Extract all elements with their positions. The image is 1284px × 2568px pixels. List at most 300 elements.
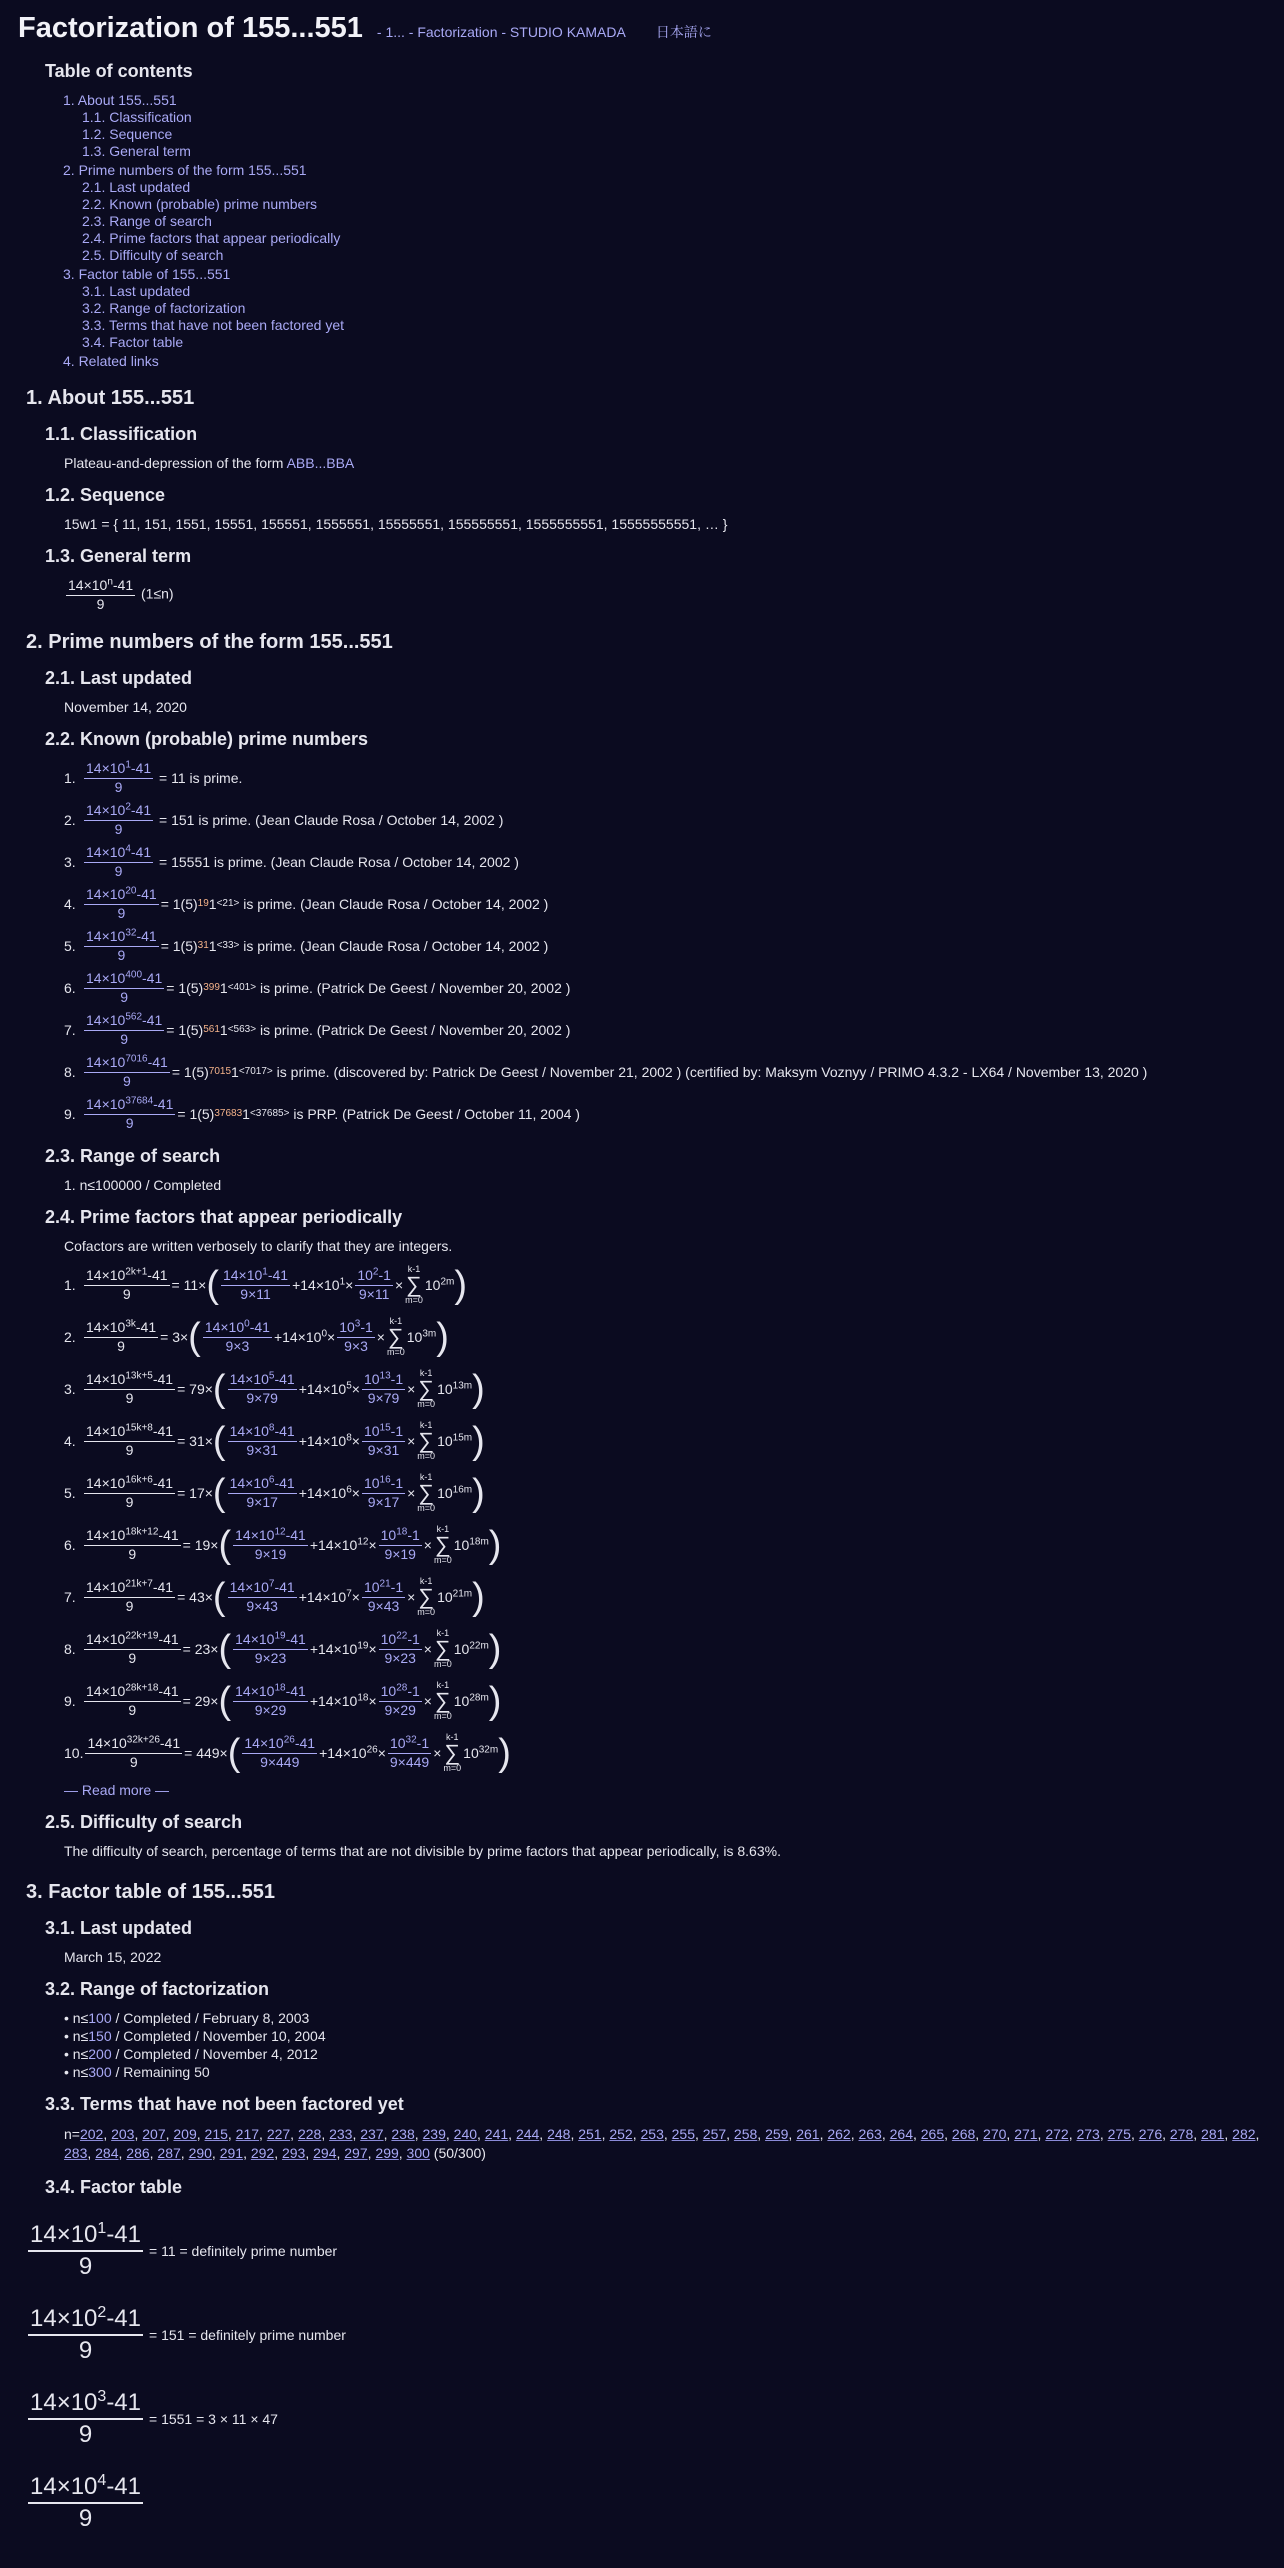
times-sign: × — [423, 1537, 432, 1553]
range-status: / Completed / February 8, 2003 — [111, 2010, 310, 2026]
unfactored-term-link[interactable]: 263 — [858, 2126, 882, 2142]
prime-item: 7. $\frac{14\times 10^{562}-41}{9}$ = 1(5) 561 1 <563> is prime. (Patrick De Geest / November 20, 2002 ) — [64, 1011, 571, 1047]
item-number: 9. — [64, 1106, 76, 1122]
cofactor-fraction-link[interactable] — [221, 1267, 290, 1303]
toc-item — [63, 353, 1266, 369]
range-prefix: • n≤ — [64, 2064, 89, 2080]
power-term: $10^{28m}$ — [453, 1692, 489, 1709]
toc-link[interactable]: 1. About 155...551 — [63, 92, 177, 108]
prime-form: = 1(5) — [166, 980, 204, 996]
toc-link[interactable]: 2. Prime numbers of the form 155...551 — [63, 162, 307, 178]
unfactored-term-link[interactable]: 271 — [1014, 2126, 1038, 2142]
denominator: 9 — [125, 1389, 134, 1406]
unfactored-term-link[interactable]: 239 — [422, 2126, 446, 2142]
unfactored-term-link[interactable]: 261 — [796, 2126, 820, 2142]
cofactor-fraction-link[interactable] — [228, 1475, 297, 1511]
toc-sublink[interactable]: 2.3. Range of search — [82, 213, 212, 229]
unfactored-term-link[interactable]: 262 — [827, 2126, 851, 2142]
unfactored-term-link[interactable]: 227 — [266, 2126, 291, 2142]
exponent: 22k+19 — [125, 1630, 159, 1642]
unfactored-term-link[interactable]: 297 — [344, 2144, 368, 2161]
range-status: / Completed / November 4, 2012 — [111, 2046, 318, 2062]
factorization-result: = 151 = definitely prime number — [149, 2326, 346, 2343]
toc-sublink[interactable]: 3.4. Factor table — [82, 334, 184, 350]
unfactored-term-link[interactable]: 284 — [95, 2144, 119, 2161]
unfactored-term-link[interactable]: 252 — [609, 2126, 633, 2142]
equals-factor: = 17× — [177, 1485, 213, 1501]
factorization-result: = 1551 = 3 × 11 × 47 — [149, 2410, 278, 2427]
factor-table — [18, 2220, 1266, 2534]
cofactor-fraction-link[interactable] — [228, 1423, 297, 1459]
toc-sublink[interactable]: 1.2. Sequence — [82, 126, 173, 142]
sigma-icon — [417, 1473, 435, 1513]
numerator: $14\times 10^1-41$ — [28, 2220, 143, 2252]
equals-factor: = 31× — [177, 1433, 213, 1449]
unfactored-term-link[interactable]: 290 — [188, 2144, 212, 2161]
numerator: $14\times 10^{22k+19}-41$ — [84, 1631, 181, 1650]
item-number: 3. — [64, 854, 76, 870]
unfactored-term-link[interactable]: 238 — [391, 2126, 415, 2142]
prime-description: is prime. (Patrick De Geest / November 20, 2002 ) — [256, 1022, 571, 1038]
toc-sublink[interactable]: 1.3. General term — [82, 143, 191, 159]
toc-subitem — [82, 126, 1266, 142]
exponent: 12 — [274, 1526, 286, 1538]
numerator: $10^{18}-1$ — [379, 1527, 422, 1546]
sigma-upper: k-1 — [446, 1732, 459, 1742]
cofactor-middle: $+14\times 10^7\times$ — [298, 1588, 360, 1605]
sigma-lower: m=0 — [417, 1399, 436, 1409]
denominator: 9×11 — [240, 1285, 271, 1302]
equals-factor: = 23× — [182, 1641, 219, 1657]
term-fraction — [84, 1579, 175, 1615]
toc-link[interactable]: 4. Related links — [63, 353, 159, 369]
unfactored-term-link[interactable]: 207 — [142, 2126, 166, 2142]
language-link[interactable]: 日本語に — [655, 24, 712, 40]
exponent: 32k+26 — [126, 1734, 160, 1746]
unfactored-term-link[interactable]: 257 — [702, 2126, 727, 2142]
numerator: $14\times 10^{21k+7}-41$ — [84, 1579, 175, 1598]
sigma-icon — [417, 1577, 435, 1617]
item-number: 1. — [64, 1277, 76, 1293]
term-fraction — [84, 1683, 181, 1719]
unfactored-term-link[interactable]: 300 — [406, 2144, 430, 2161]
prime-description: is prime. (discovered by: Patrick De Geest / November 21, 2002 ) (certified by: Maksym Voznyy / PRIMO 4.3.2 - LX64 / November 13, 2020 ) — [272, 1064, 1148, 1080]
sigma-lower: m=0 — [433, 1659, 452, 1669]
toc-item — [63, 92, 1266, 159]
factor-row — [26, 2220, 1266, 2282]
unfactored-term-link[interactable]: 240 — [453, 2126, 478, 2142]
toc-link[interactable]: 3. Factor table of 155...551 — [63, 266, 231, 282]
item-number: 3. — [64, 1381, 76, 1397]
unfactored-term-link[interactable]: 292 — [250, 2144, 275, 2161]
range-link[interactable]: 200 — [88, 2046, 112, 2062]
periodic-item — [64, 1262, 1266, 1308]
numerator: $14\times 10^2-41$ — [84, 802, 153, 821]
item-number: 9. — [64, 1693, 76, 1709]
prime-item — [64, 760, 1266, 796]
numerator: $14\times 10^{37684}-41$ — [84, 1096, 175, 1115]
unfactored-term-link[interactable]: 294 — [313, 2144, 337, 2161]
item-number: 4. — [64, 896, 76, 912]
unfactored-term-link[interactable]: 268 — [951, 2126, 976, 2142]
range-link[interactable]: 150 — [88, 2028, 112, 2044]
factor-term-fraction — [28, 2388, 143, 2450]
classification-heading: 1.1. Classification — [45, 424, 198, 444]
periodic-factors-list — [64, 1262, 1266, 1776]
repunit-fraction-link[interactable] — [362, 1579, 405, 1615]
power-term: $10^{16m}$ — [437, 1484, 473, 1501]
prime-last-digit: 1 — [231, 1064, 239, 1080]
cofactor-fraction-link[interactable] — [228, 1371, 297, 1407]
cofactor-middle: $+14\times 10^0\times$ — [273, 1328, 336, 1345]
read-more-link[interactable]: — Read more — — [64, 1782, 170, 1798]
numerator: $14\times 10^{15k+8}-41$ — [84, 1423, 175, 1442]
prime-fraction-link[interactable] — [84, 802, 153, 838]
toc-sublink[interactable]: 1.1. Classification — [82, 109, 192, 125]
repunit-fraction-link[interactable] — [362, 1423, 405, 1459]
repunit-fraction-link[interactable] — [379, 1527, 422, 1563]
cofactor-fraction-link[interactable] — [203, 1319, 272, 1355]
left-paren: ( — [212, 1576, 226, 1618]
unfactored-term-link[interactable]: 275 — [1107, 2126, 1131, 2142]
denominator: 9×449 — [389, 1753, 430, 1770]
cofactor-fraction-link[interactable] — [242, 1735, 317, 1771]
periodic-item — [64, 1314, 1266, 1360]
prime-description: is prime. (Jean Claude Rosa / October 14, 2002 ) — [239, 938, 549, 954]
unfactored-term-link[interactable]: 282 — [1232, 2126, 1256, 2142]
exponent: 32 — [405, 1734, 417, 1746]
numerator: $14\times 10^0-41$ — [203, 1319, 272, 1338]
cofactor-fraction-link[interactable] — [233, 1527, 308, 1563]
prime-item: 9. $\frac{14\times 10^{37684}-41}{9}$ = 1(5) 37683 1 <37685> is PRP. (Patrick De Geest / October 11, 2004 ) — [64, 1095, 580, 1131]
denominator: 9 — [128, 1545, 137, 1562]
numerator: $10^{21}-1$ — [362, 1579, 405, 1598]
power-term: $10^{3m}$ — [406, 1328, 437, 1345]
denominator: 9 — [114, 778, 123, 795]
numerator: $14\times 10^{18k+12}-41$ — [84, 1527, 181, 1546]
unfactored-term-link[interactable]: 272 — [1045, 2126, 1069, 2142]
unfactored-term-link[interactable]: 299 — [375, 2144, 399, 2161]
repunit-fraction-link[interactable] — [388, 1735, 431, 1771]
range-item — [64, 2046, 1266, 2062]
item-number: 6. — [64, 1537, 76, 1553]
sigma-upper: k-1 — [407, 1264, 421, 1274]
periodic-item — [64, 1574, 1266, 1620]
times-sign: × — [407, 1433, 416, 1449]
exponent: 13k+5 — [125, 1370, 153, 1382]
sigma-icon — [417, 1369, 435, 1409]
repunit-fraction-link[interactable] — [362, 1371, 405, 1407]
exponent: 15m — [452, 1432, 473, 1444]
denominator: 9×29 — [384, 1701, 416, 1718]
denominator: 9 — [120, 1030, 129, 1047]
unfactored-term-link[interactable]: 209 — [173, 2126, 197, 2142]
item-number: 7. — [64, 1589, 76, 1605]
breadcrumb[interactable]: - 1... - Factorization - STUDIO KAMADA — [376, 24, 626, 40]
exponent: 28m — [469, 1692, 489, 1704]
exponent: 15 — [379, 1422, 391, 1434]
exponent: 7 — [346, 1588, 352, 1600]
periodic-item — [64, 1730, 1266, 1776]
unfactored-term-link[interactable]: 283 — [64, 2144, 88, 2161]
prime-fraction-link[interactable] — [84, 928, 159, 964]
prime-fraction-link[interactable] — [84, 886, 159, 922]
unfactored-term-link[interactable]: 217 — [235, 2126, 260, 2142]
denominator: 9 — [78, 2336, 93, 2364]
times-sign: × — [407, 1381, 416, 1397]
factor-row — [26, 2304, 1266, 2366]
exponent: 3 — [97, 2387, 107, 2405]
cofactor-middle: $+14\times 10^{19}\times$ — [309, 1640, 377, 1657]
exponent: 0 — [244, 1318, 250, 1330]
unfactored-term-link[interactable]: 202 — [79, 2126, 104, 2142]
prime-item — [64, 844, 1266, 880]
item-number: 5. — [64, 1485, 76, 1501]
left-paren: ( — [212, 1420, 226, 1462]
times-sign: × — [376, 1329, 385, 1345]
denominator: 9 — [125, 1597, 134, 1614]
sigma-symbol: ∑ — [406, 1272, 422, 1297]
sigma-icon — [417, 1421, 435, 1461]
left-paren: ( — [218, 1628, 232, 1670]
denominator: 9 — [128, 1649, 137, 1666]
unfactored-count: (50/300) — [429, 2144, 486, 2161]
section-2-heading: 2. Prime numbers of the form 155...551 — [26, 631, 393, 653]
toc-sublink[interactable]: 2.4. Prime factors that appear periodically — [82, 230, 341, 246]
unfactored-term-link[interactable]: 286 — [126, 2144, 150, 2161]
denominator: 9 — [117, 1337, 125, 1354]
unfactored-term-link[interactable]: 281 — [1201, 2126, 1225, 2142]
repunit-fraction-link[interactable] — [355, 1267, 393, 1303]
unfactored-term-link[interactable]: 259 — [765, 2126, 789, 2142]
sigma-upper: k-1 — [436, 1628, 450, 1638]
unfactored-term-link[interactable]: 287 — [157, 2144, 181, 2161]
sigma-icon — [405, 1265, 423, 1305]
repunit-fraction-link[interactable] — [337, 1319, 375, 1355]
toc-subitem — [82, 283, 1266, 299]
prime-fraction-link[interactable] — [84, 760, 153, 796]
sigma-symbol: ∑ — [418, 1584, 435, 1609]
prime-fraction-link[interactable] — [84, 844, 153, 880]
prime-fraction-link[interactable] — [84, 970, 164, 1006]
numerator: $14\times 10^7-41$ — [228, 1579, 297, 1598]
toc-sublink[interactable]: 2.1. Last updated — [82, 179, 191, 195]
range-link[interactable]: 100 — [88, 2010, 112, 2026]
power-term: $10^{15m}$ — [437, 1432, 473, 1449]
numerator: $14\times 10^{400}-41$ — [84, 970, 164, 989]
prime-fraction-link[interactable] — [84, 1012, 164, 1048]
left-paren: ( — [212, 1472, 226, 1514]
numerator: $10^{32}-1$ — [388, 1735, 431, 1754]
sigma-symbol: ∑ — [418, 1428, 435, 1453]
sigma-symbol: ∑ — [388, 1324, 404, 1349]
denominator: 9×31 — [246, 1441, 278, 1458]
prime-form: = 1(5) — [177, 1106, 215, 1122]
times-sign: × — [407, 1485, 416, 1501]
repunit-fraction-link[interactable] — [379, 1683, 422, 1719]
prime-item: 8. $\frac{14\times 10^{7016}-41}{9}$ = 1(5) 7015 1 <7017> is prime. (discovered by: Patrick De Geest / November 21, 2002 ) (certified by: Maksym Voznyy / PRIMO 4.3.2 - LX64 / November 13, 2020 ) — [64, 1053, 1148, 1089]
equals-factor: = 19× — [182, 1537, 219, 1553]
exponent: 6 — [268, 1474, 275, 1486]
unfactored-heading: 3.3. Terms that have not been factored yet — [45, 2094, 404, 2114]
unfactored-term-link[interactable]: 253 — [640, 2126, 664, 2142]
unfactored-term-link[interactable]: 215 — [204, 2126, 228, 2142]
table-of-contents — [18, 92, 1266, 369]
exponent: 2k+1 — [125, 1266, 148, 1278]
numerator: $10^{22}-1$ — [379, 1631, 422, 1650]
periodic-item — [64, 1522, 1266, 1568]
denominator: 9 — [117, 904, 126, 921]
prime-form: = 1(5) — [166, 1022, 204, 1038]
unfactored-term-link[interactable]: 291 — [219, 2144, 244, 2161]
unfactored-term-link[interactable]: 241 — [484, 2126, 509, 2142]
right-paren: ) — [454, 1264, 468, 1306]
cofactor-middle: $+14\times 10^{18}\times$ — [309, 1692, 377, 1709]
prime-description: = 11 is prime. — [155, 770, 243, 786]
unfactored-term-link[interactable]: 278 — [1169, 2126, 1194, 2142]
unfactored-term-link[interactable]: 264 — [889, 2126, 913, 2142]
unfactored-term-link[interactable]: 244 — [515, 2126, 540, 2142]
unfactored-term-link[interactable]: 258 — [733, 2126, 758, 2142]
classification-link[interactable]: ABB...BBA — [286, 455, 355, 471]
exponent: 28k+18 — [125, 1682, 159, 1694]
exponent: 18m — [469, 1536, 489, 1548]
numerator: $14\times 10^{7016}-41$ — [84, 1054, 170, 1073]
item-number: 5. — [64, 938, 76, 954]
sigma-lower: m=0 — [417, 1451, 436, 1461]
cofactor-fraction-link[interactable] — [233, 1631, 308, 1667]
cofactor-middle: $+14\times 10^{12}\times$ — [309, 1536, 377, 1553]
prime-fraction-link[interactable] — [84, 1096, 175, 1132]
exponent: 22m — [469, 1640, 489, 1652]
toc-sublink[interactable]: 3.1. Last updated — [82, 283, 191, 299]
equals-factor: = 43× — [177, 1589, 213, 1605]
toc-sublist — [82, 179, 1266, 263]
unfactored-term-link[interactable]: 255 — [671, 2126, 695, 2142]
factor-term-fraction — [28, 2472, 143, 2534]
exponent: 20 — [125, 885, 137, 897]
toc-sublink[interactable]: 3.3. Terms that have not been factored yet — [82, 317, 345, 333]
range-search-heading: 2.3. Range of search — [45, 1146, 221, 1166]
numerator: $14\times 10^6-41$ — [228, 1475, 297, 1494]
periodic-item — [64, 1626, 1266, 1672]
toc-item — [63, 162, 1266, 263]
factor-term-fraction — [28, 2304, 143, 2366]
range-factorization-heading: 3.2. Range of factorization — [45, 1979, 270, 1999]
s3-updated-date: March 15, 2022 — [64, 1949, 162, 1965]
sigma-upper: k-1 — [419, 1368, 433, 1378]
denominator: 9 — [123, 1072, 131, 1089]
prime-fraction-link[interactable] — [84, 1054, 170, 1090]
exponent: 32m — [478, 1744, 499, 1756]
range-link[interactable]: 300 — [88, 2064, 112, 2080]
toc-sublink[interactable]: 2.5. Difficulty of search — [82, 247, 224, 263]
sigma-upper: k-1 — [389, 1316, 403, 1326]
unfactored-term-link[interactable]: 270 — [983, 2126, 1007, 2142]
sigma-icon — [434, 1525, 452, 1565]
toc-subitem — [82, 317, 1266, 333]
exponent: 18 — [396, 1526, 408, 1538]
numerator: $10^{15}-1$ — [362, 1423, 405, 1442]
denominator: 9×11 — [358, 1285, 390, 1302]
exponent: 1 — [262, 1266, 268, 1278]
right-paren: ) — [472, 1368, 485, 1410]
periodic-item — [64, 1366, 1266, 1412]
left-paren: ( — [218, 1680, 232, 1722]
prime-last-digit: 1 — [219, 980, 228, 996]
left-paren: ( — [188, 1316, 201, 1358]
prime-form: = 1(5) — [160, 896, 198, 912]
cofactor-fraction-link[interactable] — [233, 1683, 308, 1719]
numerator: $14\times 10^8-41$ — [228, 1423, 297, 1442]
range-item — [64, 2010, 1266, 2026]
item-number: 7. — [64, 1022, 76, 1038]
toc-subitem — [82, 334, 1266, 350]
range-item — [64, 2028, 1266, 2044]
exponent: 13m — [452, 1380, 473, 1392]
denominator: 9 — [125, 1441, 134, 1458]
unfactored-term-link[interactable]: 273 — [1076, 2126, 1100, 2142]
exponent: 7016 — [125, 1053, 148, 1065]
exponent: 3m — [422, 1328, 437, 1340]
right-paren: ) — [472, 1576, 485, 1618]
exponent: 18 — [357, 1692, 369, 1704]
toc-sublink[interactable]: 3.2. Range of factorization — [82, 300, 246, 316]
times-sign: × — [423, 1641, 432, 1657]
toc-sublink[interactable]: 2.2. Known (probable) prime numbers — [82, 196, 318, 212]
prime-last-digit: 1 — [219, 1022, 228, 1038]
factor-term-fraction — [28, 2220, 143, 2282]
exponent: 28 — [396, 1682, 408, 1694]
unfactored-term-link[interactable]: 251 — [578, 2126, 602, 2142]
unfactored-term-link[interactable]: 203 — [111, 2126, 135, 2142]
toc-subitem — [82, 230, 1266, 246]
prime-description: is prime. (Patrick De Geest / November 20, 2002 ) — [256, 980, 571, 996]
classification-text — [64, 455, 1266, 471]
repunit-fraction-link[interactable] — [362, 1475, 405, 1511]
toc-subitem — [82, 143, 1266, 159]
numerator: $10^3-1$ — [337, 1319, 375, 1338]
exponent: 1 — [339, 1276, 346, 1288]
cofactor-fraction-link[interactable] — [228, 1579, 297, 1615]
toc-item — [63, 266, 1266, 350]
unfactored-term-link[interactable]: 265 — [920, 2126, 945, 2142]
sigma-symbol: ∑ — [435, 1636, 451, 1661]
power-term: $10^{2m}$ — [424, 1276, 455, 1293]
item-number: 6. — [64, 980, 76, 996]
exponent: 7 — [268, 1578, 275, 1590]
unfactored-term-link[interactable]: 276 — [1138, 2126, 1163, 2142]
denominator: 9 — [125, 1114, 134, 1131]
repunit-fraction-link[interactable] — [379, 1631, 422, 1667]
unfactored-term-link[interactable]: 248 — [547, 2126, 571, 2142]
left-paren: ( — [218, 1524, 232, 1566]
unfactored-term-link[interactable]: 228 — [297, 2126, 322, 2142]
unfactored-term-link[interactable]: 293 — [281, 2144, 306, 2161]
exponent: 3 — [354, 1318, 361, 1330]
exponent: 2 — [125, 801, 131, 813]
exponent: 0 — [321, 1328, 327, 1340]
denominator: 9 — [129, 1753, 138, 1770]
left-paren: ( — [227, 1732, 241, 1774]
numerator: $14\times 10^{32}-41$ — [84, 928, 159, 947]
unfactored-term-link[interactable]: 237 — [360, 2126, 384, 2142]
periodic-item — [64, 1418, 1266, 1464]
unfactored-term-link[interactable]: 233 — [329, 2126, 353, 2142]
sigma-upper: k-1 — [419, 1472, 433, 1482]
exponent: 6 — [346, 1484, 352, 1496]
exponent: 400 — [125, 969, 143, 981]
